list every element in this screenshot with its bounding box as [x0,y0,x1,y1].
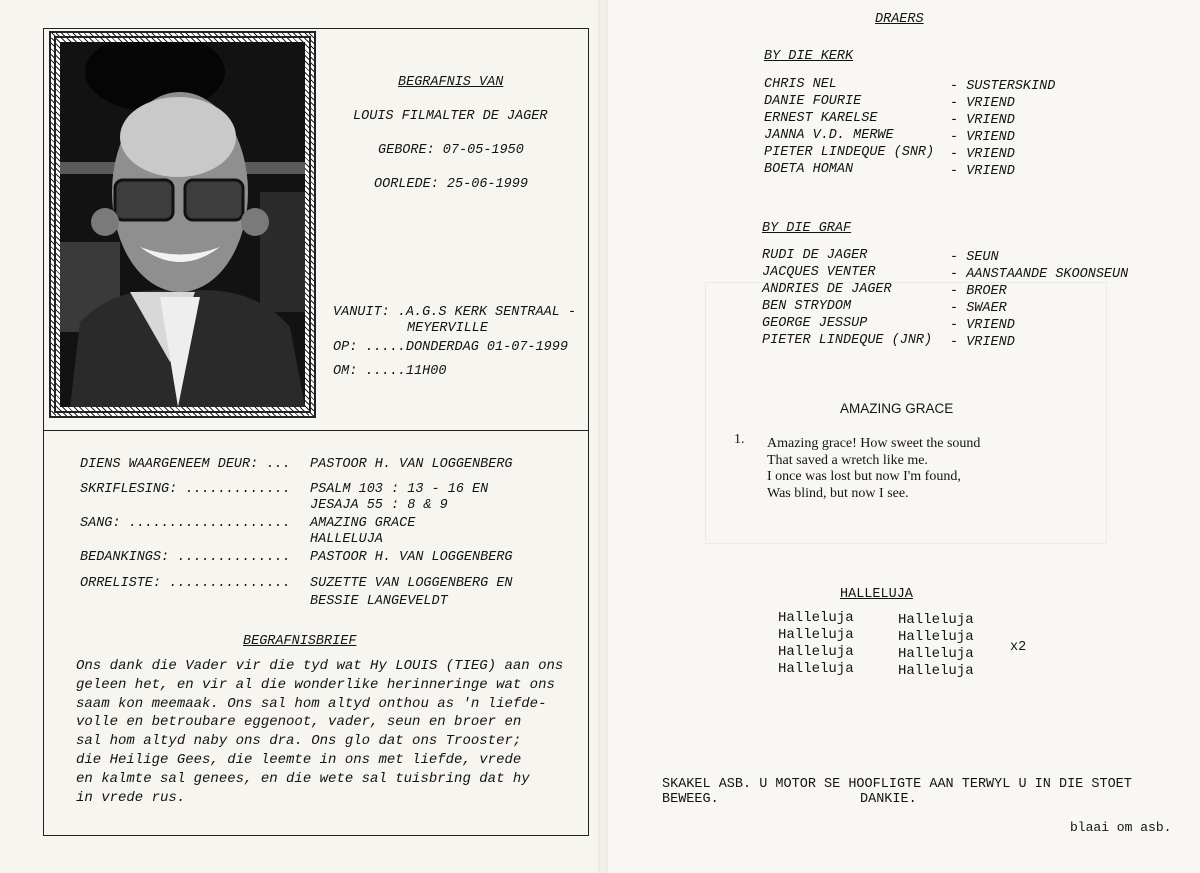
service-label: ORRELISTE: ............... [80,576,291,591]
bearer-name: DANIE FOURIE [764,94,862,109]
bearer-name: ANDRIES DE JAGER [762,282,892,297]
bearer-name: JANNA V.D. MERWE [764,128,894,143]
title: BEGRAFNIS VAN [398,75,504,90]
divider-line [43,430,589,431]
pallbearers-heading: DRAERS [875,12,924,27]
service-value: PASTOOR H. VAN LOGGENBERG [310,550,513,565]
bearer-name: CHRIS NEL [764,77,837,92]
bearer-role: - VRIEND [950,113,1015,128]
service-value: PSALM 103 : 13 - 16 EN [310,482,489,497]
notice-thanks: DANKIE. [860,792,917,807]
death-date: OORLEDE: 25-06-1999 [374,177,528,192]
bearer-name: BEN STRYDOM [762,299,852,314]
bearer-role: - SEUN [950,250,999,265]
service-value: AMAZING GRACE [310,516,416,531]
letter-text: Ons dank die Vader vir die tyd wat Hy LOUIS (TIEG) aan ons geleen het, en vir al die wonderlike herinneringe wat ons saam kon meemaak. Ons sal hom altyd onthou as 'n liefde- volle en betroubare eggenoot, vader, seun en broer en sal hom altyd naby ons dra. Ons glo dat ons Trooster; die Heilige Gees, die leemte in ons met liefde, vrede en kalmte sal genees, en die wete sal tuisbring dat hy in vrede rus. [76,658,564,806]
venue-line2: MEYERVILLE [407,321,489,336]
bearer-role: - SUSTERSKIND [950,79,1056,94]
bearer-name: PIETER LINDEQUE (SNR) [764,145,935,160]
bearer-role: - VRIEND [950,147,1015,162]
service-label: BEDANKINGS: .............. [80,550,291,565]
service-time: OM: .....11H00 [333,364,447,379]
bearer-role: - VRIEND [950,335,1015,350]
halleluja-column-2: Halleluja Halleluja Halleluja Halleluja [898,612,974,679]
page-footer: blaai om asb. [1070,820,1172,835]
repeat-marker: x2 [1010,640,1027,655]
bearer-role: - VRIEND [950,96,1015,111]
service-label: SKRIFLESING: ............. [80,482,291,497]
photo-frame [49,31,316,418]
bearer-role: - BROER [950,284,1007,299]
notice-line-1: SKAKEL ASB. U MOTOR SE HOOFLIGTE AAN TERWYL U IN DIE STOET [662,777,1132,792]
bearer-name: RUDI DE JAGER [762,248,868,263]
notice-line-2: BEWEEG. [662,792,719,807]
letter-title: BEGRAFNISBRIEF [243,634,357,649]
bearer-name: BOETA HOMAN [764,162,854,177]
halleluja-title: HALLELUJA [840,587,913,602]
portrait-photo [60,42,305,407]
bearer-name: JACQUES VENTER [762,265,876,280]
bearer-role: - VRIEND [950,318,1015,333]
bearer-role: - VRIEND [950,164,1015,179]
hymn-title: AMAZING GRACE [840,401,954,416]
bearer-name: PIETER LINDEQUE (JNR) [762,333,933,348]
service-value: HALLELUJA [310,532,383,547]
service-value: PASTOOR H. VAN LOGGENBERG [310,457,513,472]
church-heading: BY DIE KERK [764,49,854,64]
hymn-number: 1. [734,432,745,447]
birth-date: GEBORE: 07-05-1950 [378,143,524,158]
service-date: OP: .....DONDERDAG 01-07-1999 [333,340,568,355]
service-value: JESAJA 55 : 8 & 9 [310,498,448,513]
bearer-name: ERNEST KARELSE [764,111,878,126]
bearer-role: - VRIEND [950,130,1015,145]
service-value: SUZETTE VAN LOGGENBERG EN [310,576,513,591]
service-label: DIENS WAARGENEEM DEUR: ... [80,457,291,472]
bearer-role: - AANSTAANDE SKOONSEUN [950,267,1129,282]
halleluja-column-1: Halleluja Halleluja Halleluja Halleluja [778,610,854,677]
deceased-name: LOUIS FILMALTER DE JAGER [353,109,548,124]
service-label: SANG: .................... [80,516,291,531]
service-value: BESSIE LANGEVELDT [310,594,448,609]
grave-heading: BY DIE GRAF [762,221,852,236]
venue-line1: VANUIT: .A.G.S KERK SENTRAAL - [333,305,577,320]
hymn-verse: Amazing grace! How sweet the sound That saved a wretch like me. I once was lost but now I'm found, Was blind, but now I see. [767,436,981,501]
page-fold [598,0,608,873]
bearer-role: - SWAER [950,301,1007,316]
bearer-name: GEORGE JESSUP [762,316,868,331]
